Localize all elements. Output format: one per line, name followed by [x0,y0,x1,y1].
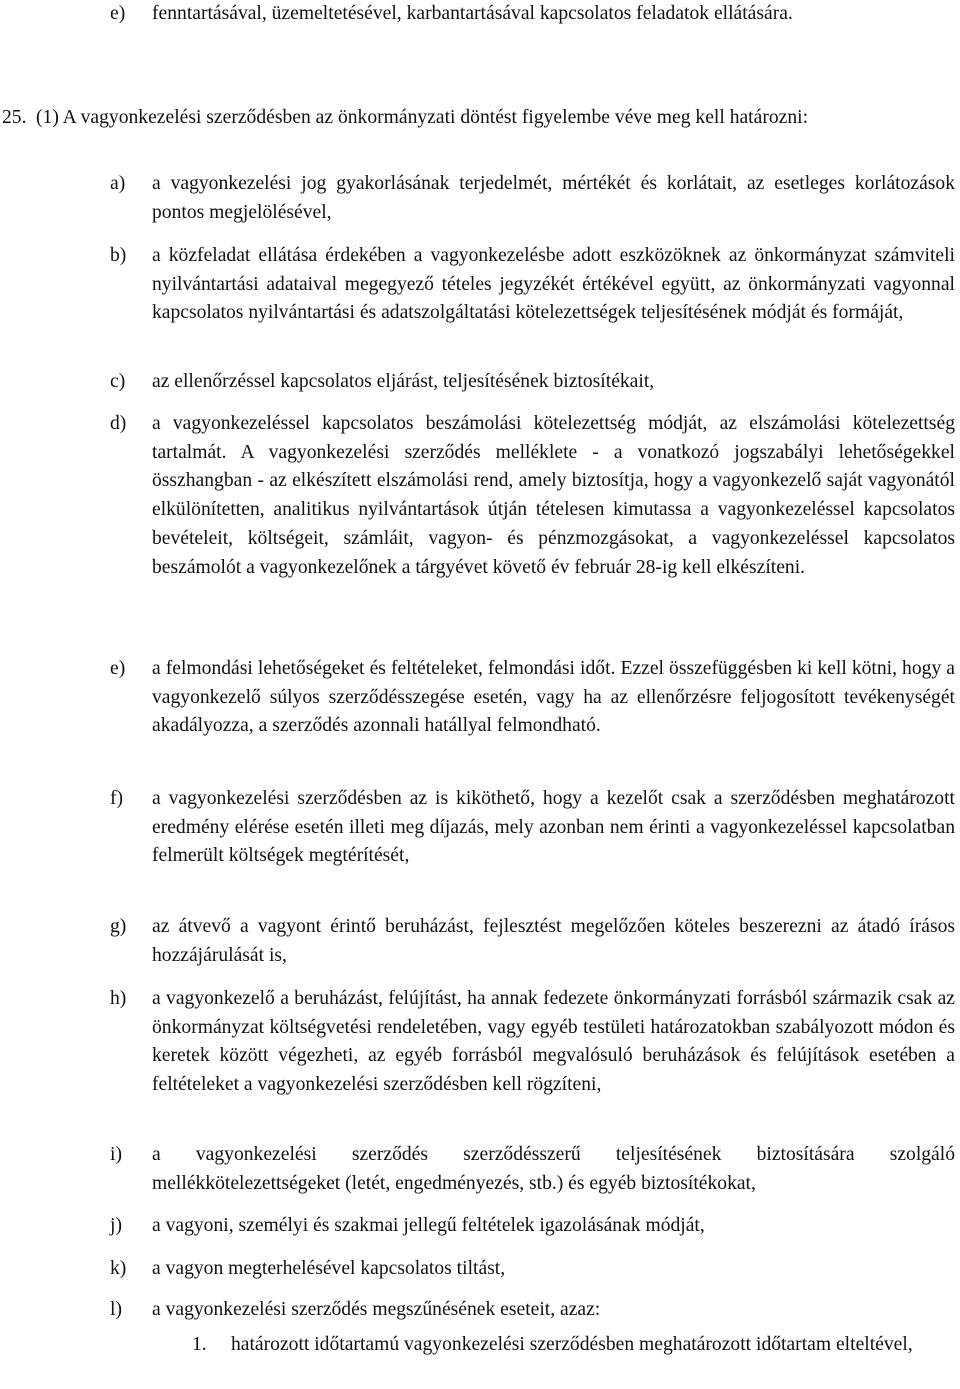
list-item-text: a vagyonkezelési szerződés megszűnésének eseteit, azaz: [152,1299,601,1320]
list-item-text: a vagyonkezelési szerződésben az is kiköthető, hogy a kezelőt csak a szerződésben meghatározott eredmény elérése esetén illeti meg díjazás, mely azonban nem érinti a vagyonkezeléssel kapcsolatban felmerült költségek megtérítését, [152,788,955,867]
list-item-c [110,368,955,397]
list-item-h [110,985,955,1100]
list-item-d [110,410,955,582]
list-marker: e) [110,658,126,679]
list-item-text: a közfeladat ellátása érdekében a vagyonkezelésbe adott eszközöknek az önkormányzat számviteli nyilvántartási adataival megegyező tételes jegyzékét értékével együtt, az önkormányzati vagyonnal kapcsolatos nyilvántartási és adatszolgáltatási kötelezettségek teljesítésének módját és formáját, [152,245,955,324]
list-item-text: a vagyonkezelő a beruházást, felújítást, ha annak fedezete önkormányzati forrásból származik csak az önkormányzat költségvetési rendeletében, vagy egyéb testületi határozatokban szabályozott módon és keretek között végezheti, az egyéb forrásból megvalósuló beruházások és felújítások esetében a feltételeket a vagyonkezelési szerződésben kell rögzíteni, [152,988,955,1096]
section-25-paragraph [2,104,955,133]
list-item-b [110,242,955,328]
list-marker: h) [110,988,127,1009]
section-text: (1) A vagyonkezelési szerződésben az önkormányzati döntést figyelembe véve meg kell határozni: [36,107,809,128]
list-item-text: az ellenőrzéssel kapcsolatos eljárást, teljesítésének biztosítékait, [152,371,655,392]
list-item-j [110,1212,955,1241]
list-item-a [110,170,955,227]
list-item-top-e [110,0,955,29]
list-marker: j) [110,1215,122,1236]
list-marker: e) [110,3,126,24]
list-item-text: a vagyonkezelési jog gyakorlásának terjedelmét, mértékét és korlátait, az esetleges korlátozások pontos megjelölésével, [152,173,955,223]
sub-item-1 [192,1331,955,1360]
list-item-text: a felmondási lehetőségeket és feltételeket, felmondási időt. Ezzel összefüggésben ki kell kötni, hogy a vagyonkezelő súlyos szerződésszegése esetén, vagy ha az ellenőrzésre feljogosított tevékenységét akadályozza, a szerződés azonnali hatállyal felmondható. [152,658,955,737]
list-item-f [110,785,955,871]
list-marker: i) [110,1144,122,1165]
list-item-e [110,655,955,741]
list-item-l [110,1296,955,1325]
list-item-text: a vagyonkezelési szerződés szerződésszerű teljesítésének biztosítására szolgáló mellékkötelezettségeket (letét, engedményezés, stb.) és egyéb biztosítékokat, [152,1144,955,1194]
list-marker: d) [110,413,127,434]
list-item-text: a vagyonkezeléssel kapcsolatos beszámolási kötelezettség módját, az elszámolási kötelezettség tartalmát. A vagyonkezelési szerződés melléklete - a vonatkozó jogszabályi lehetőségekkel összhangban - az elkészített elszámolási rend, amely biztosítja, hogy a vagyonkezelő saját vagyonától elkülönítetten, analitikus nyilvántartások útján tételesen kimutassa a vagyonkezeléssel kapcsolatos bevételeit, költségeit, számláit, vagyon- és pénzmozgásokat, a vagyonkezeléssel kapcsolatos beszámolót a vagyonkezelőnek a tárgyévet követő év február 28-ig kell elkészíteni. [152,413,955,578]
list-marker: b) [110,245,127,266]
list-marker: c) [110,371,126,392]
list-marker: f) [110,788,124,809]
list-marker: k) [110,1258,127,1279]
sub-item-text: határozott időtartamú vagyonkezelési szerződésben meghatározott időtartam elteltével, [231,1334,913,1355]
list-item-text: a vagyoni, személyi és szakmai jellegű feltételek igazolásának módját, [152,1215,705,1236]
list-item-i [110,1141,955,1198]
list-marker: a) [110,173,126,194]
list-item-g [110,913,955,970]
list-item-text: az átvevő a vagyont érintő beruházást, fejlesztést megelőzően köteles beszerezni az átadó írásos hozzájárulását is, [152,916,955,966]
section-number: 25. [2,107,27,128]
list-item-text: a vagyon megterhelésével kapcsolatos tiltást, [152,1258,506,1279]
list-marker: l) [110,1299,122,1320]
list-item-text: fenntartásával, üzemeltetésével, karbantartásával kapcsolatos feladatok ellátására. [152,3,793,24]
list-item-k [110,1255,955,1284]
list-marker: g) [110,916,127,937]
sub-item-marker: 1. [192,1334,207,1355]
